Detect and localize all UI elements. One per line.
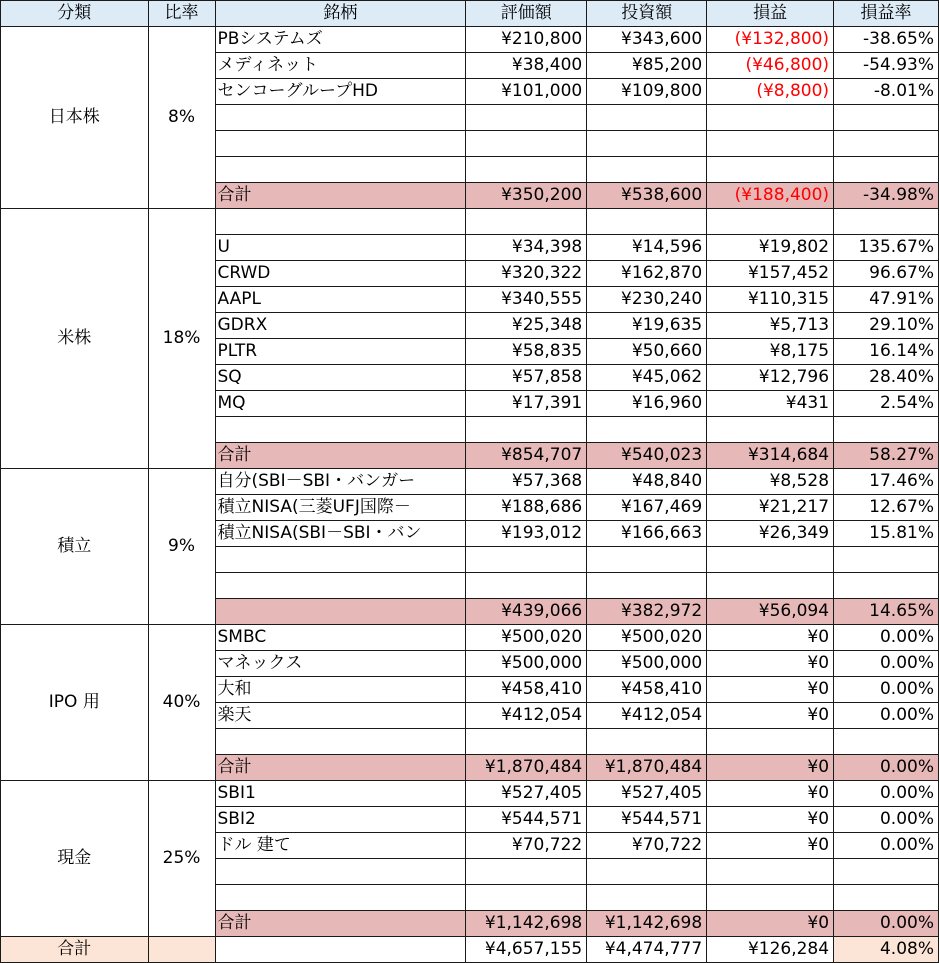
ratio-cell[interactable]: 8% [148,27,215,209]
subtotal-label[interactable]: 合計 [215,755,466,781]
header-ratio[interactable]: 比率 [148,1,215,27]
pl-cell[interactable]: ¥0 [707,677,834,703]
value-cell[interactable]: ¥544,571 [466,807,587,833]
grand-total-pl-cell[interactable]: ¥126,284 [707,937,834,963]
category-cell[interactable]: 日本株 [1,27,149,209]
grand-total-value-cell[interactable]: ¥4,657,155 [466,937,587,963]
pl-cell[interactable]: ¥5,713 [707,313,834,339]
subtotal-rate-cell[interactable]: 14.65% [834,599,939,625]
name-cell[interactable]: 積立NISA(三菱UFJ国際－ [215,495,466,521]
rate-cell[interactable] [834,105,939,131]
name-cell[interactable]: 自分(SBI－SBI・バンガー [215,469,466,495]
ratio-cell[interactable]: 40% [148,625,215,781]
value-cell[interactable]: ¥210,800 [466,27,587,53]
grand-total-label[interactable]: 合計 [1,937,149,963]
invest-cell[interactable]: ¥527,405 [587,781,707,807]
grand-total-invest-cell[interactable]: ¥4,474,777 [587,937,707,963]
category-cell[interactable]: 積立 [1,469,149,625]
invest-cell[interactable] [587,547,707,573]
grand-total-row [1,937,939,963]
rate-cell[interactable]: -8.01% [834,79,939,105]
subtotal-label[interactable]: 合計 [215,443,466,469]
rate-cell[interactable]: 135.67% [834,235,939,261]
value-cell[interactable]: ¥412,054 [466,703,587,729]
name-cell[interactable]: SQ [215,365,466,391]
value-cell[interactable]: ¥500,020 [466,625,587,651]
invest-cell[interactable]: ¥48,840 [587,469,707,495]
name-cell[interactable] [215,859,466,885]
name-cell[interactable]: 楽天 [215,703,466,729]
value-cell[interactable] [466,131,587,157]
pl-cell[interactable]: (¥46,800) [707,53,834,79]
header-pl[interactable]: 損益 [707,1,834,27]
name-cell[interactable]: マネックス [215,651,466,677]
invest-cell[interactable]: ¥45,062 [587,365,707,391]
value-cell[interactable]: ¥458,410 [466,677,587,703]
subtotal-rate-cell[interactable]: 0.00% [834,911,939,937]
rate-cell[interactable] [834,885,939,911]
value-cell[interactable]: ¥320,322 [466,261,587,287]
header-name[interactable]: 銘柄 [215,1,466,27]
invest-cell[interactable]: ¥19,635 [587,313,707,339]
pl-cell[interactable]: ¥431 [707,391,834,417]
rate-cell[interactable]: 47.91% [834,287,939,313]
pl-cell[interactable]: ¥110,315 [707,287,834,313]
pl-cell[interactable]: (¥132,800) [707,27,834,53]
value-cell[interactable]: ¥58,835 [466,339,587,365]
value-cell[interactable] [466,859,587,885]
subtotal-rate-cell[interactable]: 0.00% [834,755,939,781]
invest-cell[interactable]: ¥167,469 [587,495,707,521]
pl-cell[interactable]: ¥12,796 [707,365,834,391]
category-cell[interactable]: 現金 [1,781,149,937]
value-cell[interactable]: ¥340,555 [466,287,587,313]
subtotal-pl-cell[interactable]: ¥56,094 [707,599,834,625]
invest-cell[interactable]: ¥166,663 [587,521,707,547]
rate-cell[interactable] [834,547,939,573]
name-cell[interactable] [215,547,466,573]
invest-cell[interactable]: ¥162,870 [587,261,707,287]
subtotal-rate-cell[interactable]: -34.98% [834,183,939,209]
header-category[interactable]: 分類 [1,1,149,27]
rate-cell[interactable] [834,209,939,235]
rate-cell[interactable]: 0.00% [834,833,939,859]
invest-cell[interactable]: ¥500,020 [587,625,707,651]
subtotal-label[interactable]: 合計 [215,183,466,209]
pl-cell[interactable]: ¥26,349 [707,521,834,547]
invest-cell[interactable]: ¥50,660 [587,339,707,365]
rate-cell[interactable]: 0.00% [834,807,939,833]
rate-cell[interactable]: 0.00% [834,651,939,677]
name-cell[interactable]: PLTR [215,339,466,365]
pl-cell[interactable] [707,157,834,183]
name-cell[interactable]: SBI1 [215,781,466,807]
table-row [1,469,939,495]
name-cell[interactable]: SMBC [215,625,466,651]
invest-cell[interactable] [587,417,707,443]
invest-cell[interactable]: ¥70,722 [587,833,707,859]
subtotal-value-cell[interactable]: ¥854,707 [466,443,587,469]
subtotal-pl-cell[interactable]: ¥0 [707,911,834,937]
name-cell[interactable] [215,417,466,443]
table-row [1,209,939,235]
invest-cell[interactable]: ¥230,240 [587,287,707,313]
invest-cell[interactable] [587,209,707,235]
pl-cell[interactable] [707,885,834,911]
table-row [1,781,939,807]
pl-cell[interactable]: ¥19,802 [707,235,834,261]
pl-cell[interactable] [707,573,834,599]
value-cell[interactable] [466,885,587,911]
value-cell[interactable]: ¥188,686 [466,495,587,521]
invest-cell[interactable] [587,131,707,157]
name-cell[interactable]: センコーグループHD [215,79,466,105]
rate-cell[interactable] [834,859,939,885]
grand-total-name-cell[interactable] [215,937,466,963]
subtotal-pl-cell[interactable]: (¥188,400) [707,183,834,209]
pl-cell[interactable]: ¥0 [707,807,834,833]
header-row [1,1,939,27]
name-cell[interactable] [215,885,466,911]
ratio-cell[interactable]: 25% [148,781,215,937]
name-cell[interactable] [215,131,466,157]
value-cell[interactable]: ¥193,012 [466,521,587,547]
name-cell[interactable]: ドル 建て [215,833,466,859]
name-cell[interactable]: CRWD [215,261,466,287]
pl-cell[interactable] [707,417,834,443]
value-cell[interactable]: ¥57,368 [466,469,587,495]
subtotal-invest-cell[interactable]: ¥382,972 [587,599,707,625]
pl-cell[interactable] [707,105,834,131]
invest-cell[interactable]: ¥343,600 [587,27,707,53]
subtotal-value-cell[interactable]: ¥350,200 [466,183,587,209]
pl-cell[interactable]: ¥0 [707,703,834,729]
invest-cell[interactable]: ¥544,571 [587,807,707,833]
subtotal-invest-cell[interactable]: ¥540,023 [587,443,707,469]
invest-cell[interactable] [587,573,707,599]
rate-cell[interactable]: 29.10% [834,313,939,339]
name-cell[interactable]: 積立NISA(SBI－SBI・バン [215,521,466,547]
value-cell[interactable]: ¥25,348 [466,313,587,339]
value-cell[interactable]: ¥17,391 [466,391,587,417]
value-cell[interactable]: ¥70,722 [466,833,587,859]
pl-cell[interactable] [707,859,834,885]
rate-cell[interactable]: 17.46% [834,469,939,495]
table-row [1,27,939,53]
invest-cell[interactable]: ¥16,960 [587,391,707,417]
grand-total-ratio-cell[interactable] [148,937,215,963]
name-cell[interactable] [215,573,466,599]
name-cell[interactable]: MQ [215,391,466,417]
grand-total-rate-cell[interactable]: 4.08% [834,937,939,963]
pl-cell[interactable]: ¥8,528 [707,469,834,495]
pl-cell[interactable]: ¥0 [707,625,834,651]
rate-cell[interactable]: 0.00% [834,781,939,807]
rate-cell[interactable] [834,573,939,599]
name-cell[interactable]: 大和 [215,677,466,703]
name-cell[interactable]: SBI2 [215,807,466,833]
value-cell[interactable]: ¥527,405 [466,781,587,807]
pl-cell[interactable]: ¥0 [707,781,834,807]
subtotal-label[interactable]: 合計 [215,911,466,937]
invest-cell[interactable] [587,729,707,755]
subtotal-value-cell[interactable]: ¥1,142,698 [466,911,587,937]
name-cell[interactable] [215,105,466,131]
value-cell[interactable] [466,209,587,235]
name-cell[interactable] [215,209,466,235]
rate-cell[interactable]: -54.93% [834,53,939,79]
invest-cell[interactable]: ¥85,200 [587,53,707,79]
invest-cell[interactable] [587,157,707,183]
value-cell[interactable] [466,105,587,131]
rate-cell[interactable]: 2.54% [834,391,939,417]
rate-cell[interactable] [834,131,939,157]
ratio-cell[interactable]: 9% [148,469,215,625]
rate-cell[interactable]: 0.00% [834,703,939,729]
subtotal-pl-cell[interactable]: ¥314,684 [707,443,834,469]
category-cell[interactable]: IPO 用 [1,625,149,781]
value-cell[interactable] [466,729,587,755]
value-cell[interactable] [466,547,587,573]
value-cell[interactable] [466,157,587,183]
pl-cell[interactable]: ¥0 [707,651,834,677]
rate-cell[interactable]: 15.81% [834,521,939,547]
table-row [1,625,939,651]
value-cell[interactable]: ¥38,400 [466,53,587,79]
name-cell[interactable]: メディネット [215,53,466,79]
pl-cell[interactable]: ¥0 [707,833,834,859]
pl-cell[interactable]: ¥21,217 [707,495,834,521]
pl-cell[interactable]: ¥8,175 [707,339,834,365]
name-cell[interactable]: GDRX [215,313,466,339]
pl-cell[interactable] [707,131,834,157]
header-value[interactable]: 評価額 [466,1,587,27]
value-cell[interactable]: ¥101,000 [466,79,587,105]
value-cell[interactable] [466,417,587,443]
subtotal-pl-cell[interactable]: ¥0 [707,755,834,781]
name-cell[interactable]: AAPL [215,287,466,313]
rate-cell[interactable] [834,417,939,443]
ratio-cell[interactable]: 18% [148,209,215,469]
subtotal-invest-cell[interactable]: ¥1,142,698 [587,911,707,937]
header-invest[interactable]: 投資額 [587,1,707,27]
invest-cell[interactable] [587,859,707,885]
value-cell[interactable]: ¥34,398 [466,235,587,261]
name-cell[interactable] [215,157,466,183]
rate-cell[interactable]: -38.65% [834,27,939,53]
rate-cell[interactable]: 12.67% [834,495,939,521]
name-cell[interactable]: U [215,235,466,261]
pl-cell[interactable]: ¥157,452 [707,261,834,287]
subtotal-rate-cell[interactable]: 58.27% [834,443,939,469]
value-cell[interactable]: ¥500,000 [466,651,587,677]
pl-cell[interactable]: (¥8,800) [707,79,834,105]
invest-cell[interactable]: ¥458,410 [587,677,707,703]
subtotal-invest-cell[interactable]: ¥538,600 [587,183,707,209]
pl-cell[interactable] [707,209,834,235]
value-cell[interactable] [466,573,587,599]
invest-cell[interactable] [587,105,707,131]
rate-cell[interactable] [834,729,939,755]
rate-cell[interactable]: 96.67% [834,261,939,287]
pl-cell[interactable] [707,547,834,573]
subtotal-invest-cell[interactable]: ¥1,870,484 [587,755,707,781]
subtotal-value-cell[interactable]: ¥439,066 [466,599,587,625]
rate-cell[interactable]: 0.00% [834,625,939,651]
name-cell[interactable] [215,729,466,755]
invest-cell[interactable] [587,885,707,911]
header-rate[interactable]: 損益率 [834,1,939,27]
category-cell[interactable]: 米株 [1,209,149,469]
rate-cell[interactable]: 16.14% [834,339,939,365]
invest-cell[interactable]: ¥14,596 [587,235,707,261]
pl-cell[interactable] [707,729,834,755]
rate-cell[interactable]: 0.00% [834,677,939,703]
invest-cell[interactable]: ¥412,054 [587,703,707,729]
subtotal-value-cell[interactable]: ¥1,870,484 [466,755,587,781]
subtotal-label[interactable] [215,599,466,625]
invest-cell[interactable]: ¥500,000 [587,651,707,677]
rate-cell[interactable] [834,157,939,183]
invest-cell[interactable]: ¥109,800 [587,79,707,105]
rate-cell[interactable]: 28.40% [834,365,939,391]
name-cell[interactable]: PBシステムズ [215,27,466,53]
value-cell[interactable]: ¥57,858 [466,365,587,391]
